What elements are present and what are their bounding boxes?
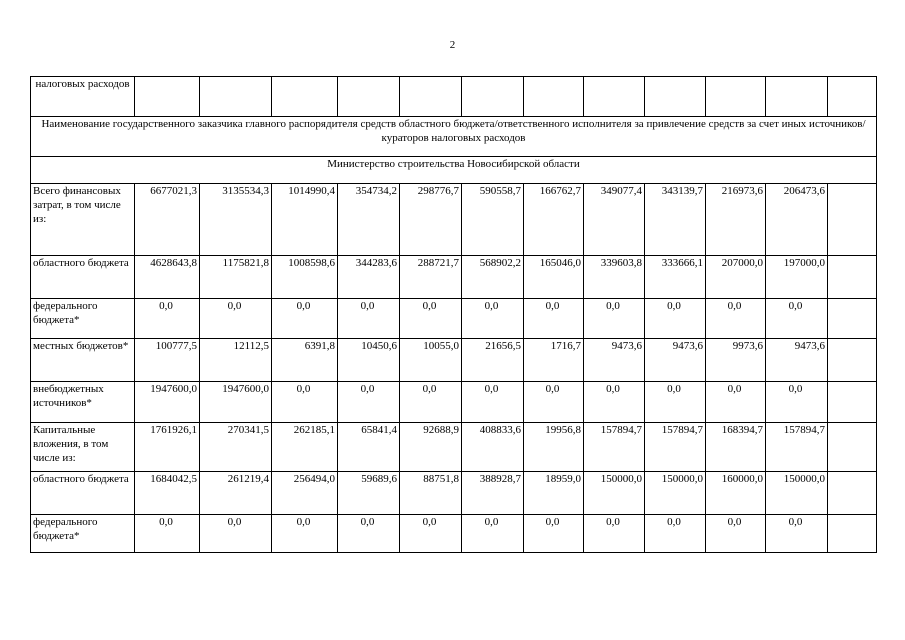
value-cell: 1008598,6 [272,256,338,299]
value-cell: 150000,0 [766,472,828,515]
table-row [31,515,877,553]
row-label: Всего финансовых затрат, в том числе из: [31,184,135,256]
value-cell: 388928,7 [462,472,524,515]
value-cell: 1947600,0 [200,382,272,423]
ministry-name: Министерство строительства Новосибирской области [31,157,877,184]
value-cell: 92688,9 [400,423,462,472]
value-cell: 354734,2 [338,184,400,256]
value-cell: 0,0 [645,515,706,553]
value-cell: 256494,0 [272,472,338,515]
value-cell [828,299,877,339]
value-cell: 0,0 [645,299,706,339]
value-cell: 157894,7 [645,423,706,472]
value-cell: 590558,7 [462,184,524,256]
table-row [31,423,877,472]
value-cell: 0,0 [272,515,338,553]
value-cell: 0,0 [272,382,338,423]
value-cell: 339603,8 [584,256,645,299]
value-cell: 9473,6 [766,339,828,382]
value-cell: 343139,7 [645,184,706,256]
value-cell: 21656,5 [462,339,524,382]
page-number: 2 [449,39,456,51]
value-cell: 206473,6 [766,184,828,256]
value-cell: 0,0 [584,382,645,423]
value-cell: 0,0 [338,515,400,553]
value-cell: 6677021,3 [135,184,200,256]
value-cell: 0,0 [706,299,766,339]
value-cell: 0,0 [462,299,524,339]
value-cell: 59689,6 [338,472,400,515]
value-cell: 0,0 [135,515,200,553]
value-cell: 18959,0 [524,472,584,515]
value-cell: 19956,8 [524,423,584,472]
value-cell: 1684042,5 [135,472,200,515]
value-cell: 1014990,4 [272,184,338,256]
value-cell [828,515,877,553]
value-cell: 0,0 [766,299,828,339]
value-cell: 0,0 [584,299,645,339]
table-row [31,472,877,515]
top-row-label: налоговых расходов [31,77,135,117]
value-cell: 262185,1 [272,423,338,472]
table-row [31,256,877,299]
table-cell [524,77,584,117]
row-label: федерального бюджета* [31,299,135,339]
value-cell [828,184,877,256]
value-cell [828,423,877,472]
value-cell: 344283,6 [338,256,400,299]
value-cell: 6391,8 [272,339,338,382]
value-cell: 9473,6 [584,339,645,382]
table-row [31,339,877,382]
value-cell [828,472,877,515]
top-row [31,77,877,117]
value-cell: 0,0 [400,299,462,339]
value-cell: 0,0 [200,299,272,339]
value-cell: 568902,2 [462,256,524,299]
value-cell: 0,0 [272,299,338,339]
table-cell [645,77,706,117]
responsible-party-header: Наименование государственного заказчика главного распорядителя средств областного бюджета/ответственного исполнителя за привлечение средств за счет иных источников/кураторов налоговых расходов [31,117,877,157]
value-cell: 0,0 [706,382,766,423]
value-cell: 0,0 [584,515,645,553]
value-cell: 0,0 [400,382,462,423]
header-row [31,117,877,157]
value-cell: 0,0 [135,299,200,339]
table-row [31,184,877,256]
value-cell: 216973,6 [706,184,766,256]
value-cell: 88751,8 [400,472,462,515]
value-cell: 157894,7 [766,423,828,472]
row-label: областного бюджета [31,472,135,515]
value-cell: 9973,6 [706,339,766,382]
table-cell [828,77,877,117]
table-cell [135,77,200,117]
value-cell: 1716,7 [524,339,584,382]
value-cell: 333666,1 [645,256,706,299]
value-cell: 150000,0 [584,472,645,515]
value-cell: 0,0 [766,382,828,423]
value-cell: 1175821,8 [200,256,272,299]
ministry-row [31,157,877,184]
value-cell: 197000,0 [766,256,828,299]
value-cell: 100777,5 [135,339,200,382]
value-cell: 10450,6 [338,339,400,382]
table-cell [766,77,828,117]
table-cell [706,77,766,117]
row-label: внебюджетных источников* [31,382,135,423]
value-cell [828,339,877,382]
value-cell: 0,0 [200,515,272,553]
table-row [31,299,877,339]
value-cell: 9473,6 [645,339,706,382]
row-label: федерального бюджета* [31,515,135,553]
value-cell: 10055,0 [400,339,462,382]
value-cell: 261219,4 [200,472,272,515]
row-label: местных бюджетов* [31,339,135,382]
table-row [31,382,877,423]
value-cell: 0,0 [400,515,462,553]
row-label: Капитальные вложения, в том числе из: [31,423,135,472]
value-cell: 0,0 [462,515,524,553]
value-cell: 65841,4 [338,423,400,472]
value-cell: 0,0 [524,515,584,553]
value-cell: 349077,4 [584,184,645,256]
table-cell [272,77,338,117]
value-cell: 1947600,0 [135,382,200,423]
value-cell: 0,0 [462,382,524,423]
table-cell [200,77,272,117]
value-cell: 298776,7 [400,184,462,256]
value-cell: 160000,0 [706,472,766,515]
table-cell [462,77,524,117]
value-cell: 0,0 [766,515,828,553]
value-cell: 207000,0 [706,256,766,299]
value-cell: 0,0 [338,382,400,423]
row-label: областного бюджета [31,256,135,299]
table-cell [400,77,462,117]
value-cell: 150000,0 [645,472,706,515]
value-cell: 157894,7 [584,423,645,472]
finance-table [30,76,877,553]
value-cell: 0,0 [338,299,400,339]
table-cell [584,77,645,117]
value-cell: 12112,5 [200,339,272,382]
value-cell: 165046,0 [524,256,584,299]
table-cell [338,77,400,117]
value-cell: 0,0 [524,382,584,423]
value-cell: 166762,7 [524,184,584,256]
value-cell: 1761926,1 [135,423,200,472]
value-cell: 168394,7 [706,423,766,472]
value-cell: 0,0 [706,515,766,553]
value-cell: 408833,6 [462,423,524,472]
value-cell: 288721,7 [400,256,462,299]
value-cell: 0,0 [645,382,706,423]
value-cell [828,382,877,423]
value-cell [828,256,877,299]
value-cell: 270341,5 [200,423,272,472]
value-cell: 0,0 [524,299,584,339]
value-cell: 3135534,3 [200,184,272,256]
value-cell: 4628643,8 [135,256,200,299]
